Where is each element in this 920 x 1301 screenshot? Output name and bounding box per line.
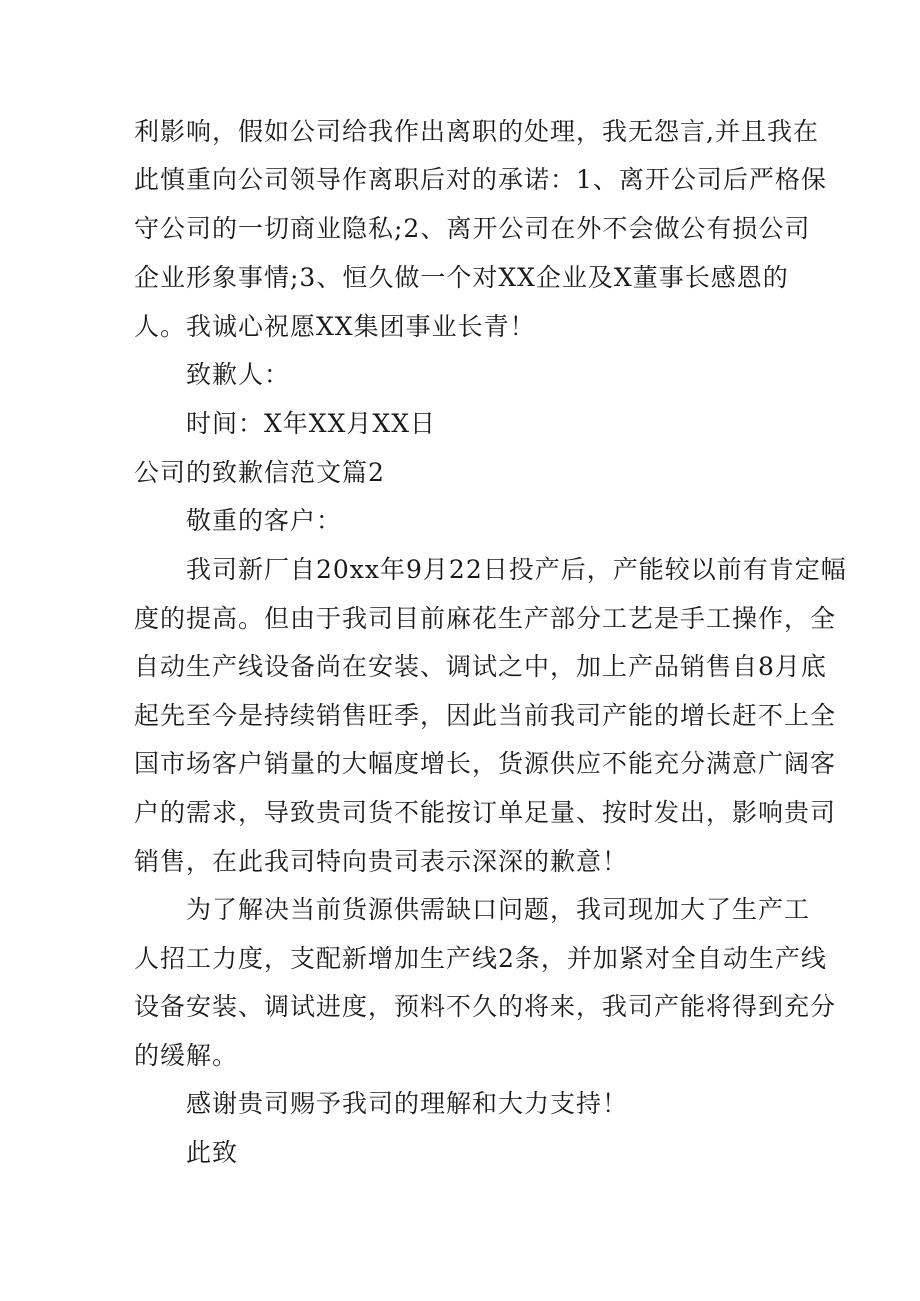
text-line-20: 的缓解。	[134, 1041, 239, 1070]
apologizer-label: 致歉人：	[186, 360, 291, 389]
section-heading: 公司的致歉信范文篇2	[134, 458, 385, 487]
date-line: 时间：X年XX月XX日	[186, 409, 436, 438]
text-line-3: 守公司的一切商业隐私;2、离开公司在外不会做公有损公司	[134, 214, 811, 243]
closing-line: 此致	[186, 1138, 239, 1167]
text-line-13: 起先至今是持续销售旺季，因此当前我司产能的增长赶不上全	[134, 701, 837, 730]
text-line-11: 度的提高。但由于我司目前麻花生产部分工艺是手工操作，全	[134, 604, 837, 633]
salutation: 敬重的客户：	[186, 506, 343, 535]
text-line-4: 企业形象事情;3、恒久做一个对XX企业及X董事长感恩的	[134, 263, 789, 292]
text-line-1: 利影响，假如公司给我作出离职的处理，我无怨言,并且我在	[134, 117, 819, 146]
text-line-15: 户的需求，导致贵司货不能按订单足量、按时发出，影响贵司	[134, 798, 837, 827]
text-line-14: 国市场客户销量的大幅度增长，货源供应不能充分满意广阔客	[134, 749, 837, 778]
text-line-2: 此慎重向公司领导作离职后对的承诺：1、离开公司后严格保	[134, 165, 827, 194]
text-line-12: 自动生产线设备尚在安装、调试之中，加上产品销售自8月底	[134, 652, 827, 681]
text-line-19: 设备安装、调试进度，预料不久的将来，我司产能将得到充分	[134, 992, 837, 1021]
text-line-16: 销售，在此我司特向贵司表示深深的歉意！	[134, 847, 629, 876]
thanks-line: 感谢贵司赐予我司的理解和大力支持！	[186, 1089, 629, 1118]
text-line-5: 人。我诚心祝愿XX集团事业长青！	[134, 312, 536, 341]
text-line-10: 我司新厂自20xx年9月22日投产后，产能较以前有肯定幅	[186, 555, 847, 584]
text-line-18: 人招工力度，支配新增加生产线2条，并加紧对全自动生产线	[134, 944, 827, 973]
text-line-17: 为了解决当前货源供需缺口问题，我司现加大了生产工	[186, 895, 811, 924]
